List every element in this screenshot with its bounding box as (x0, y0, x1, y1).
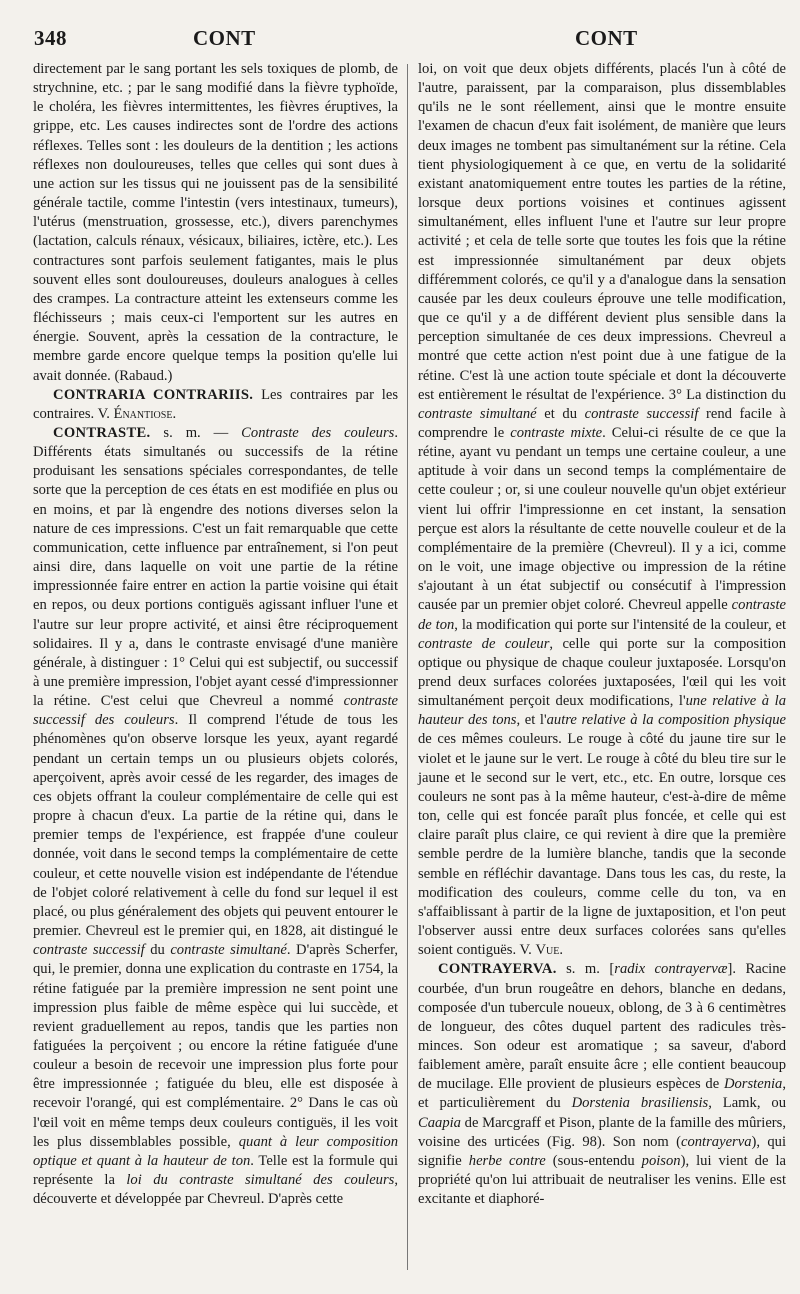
entry-text: et du (536, 405, 585, 422)
entry-text: , et particulièrement du (418, 1076, 786, 1112)
contracture-continuation: directement par le sang portant les sels toxiques de plomb, de strychnine, etc. ; par le sang modifié dans la fièvre typhoïde, le choléra, les fièvres intermittentes, les fièvres éruptives, la grippe, etc. Les causes indirectes sont de l'ordre des actions réflexes. Telles sont : les douleurs de la dentition ; les actions réflexes non douloureuses, telles que celles qui sont dues à une action sur les tissus qui ne jouissent pas de la sensibilité générale tactile, comme l'intestin (vers intestinaux, tumeurs), l'utérus (menstruation, grossesse, etc.), divers parenchymes (lactation, calculs rénaux, vésicaux, biliaires, ictère, etc.). Les contractures sont parfois seulement fatigantes, mais le plus souvent elles sont douloureuses, douleurs analogues à celles des crampes. La contracture atteint les extenseurs comme les fléchisseurs ; mais ceux-ci l'emportent sur les autres en énergie. Souvent, après la cessation de la contracture, le membre garde encore quelque temps la position qu'elle lui avait donnée. (Rabaud.) (33, 61, 398, 384)
italic-term: contrayerva (680, 1133, 752, 1150)
entry-text: . D'après Scherfer, qui, le premier, donna une explication du contraste en 1754, la rétine fatiguée par la première impression ne sent point une impression plus faible de même espèce qui lui succède, et revient graduellement au repos, tandis que les parties non fatiguées la perçoivent ; ou encore la rétine fatiguée d'une couleur a besoin de recevoir une impression plus forte pour être impressionnée ; fatiguée du bleu, elle est disposée à recevoir l'orangé, qui est complémentaire. 2° Dans le cas où l'œil voit en même temps deux couleurs contiguës, il les voit les plus dissemblables possible, (33, 942, 398, 1150)
entry-text: . Il comprend l'étude de tous les phénomènes qu'on observe lorsque les yeux, ayant regardé pendant un certain temps un ou plusieurs objets colorés, aperçoivent, après avoir cessé de les regarder, des images de ces objets offrant la couleur complémentaire de celle qui est propre à chacun d'eux. La partie de la rétine qui, dans le premier temps de l'expérience, est frappée d'une couleur donnée, voit dans le second temps la complémentaire de cette couleur, et cette nouvelle vision est indépendante de l'étendue de l'objet coloré relativement à celle du fond sur lequel il est placé, ou plus généralement des objets qui peuvent entourer le premier. Chevreul est le premier qui, en 1828, ait distingué le (33, 712, 398, 940)
cross-reference: Énantiose (113, 405, 173, 422)
entry-text: . (559, 942, 563, 959)
entry-text: du (144, 942, 171, 959)
definition-title: Contraste des couleurs (241, 424, 395, 441)
right-column (418, 60, 786, 1209)
italic-term: poison (641, 1152, 681, 1169)
italic-term: autre relative à la composition physique (546, 712, 786, 729)
italic-term: loi du contraste simultané des couleurs (126, 1172, 395, 1189)
entry-text: . (172, 405, 177, 422)
entry-contrayerva (418, 960, 786, 1209)
entry-contraria-contrariis (33, 386, 398, 424)
left-column (33, 60, 398, 1209)
entry-text: de ces mêmes couleurs. Le rouge à côté du jaune tire sur le violet et le jaune sur le vert. Le rouge à côté du bleu tire sur le jaune et le second sur le vert, etc., etc. En outre, lorsque ces couleurs ne sont pas à la même hauteur, c'est-à-dire de même ton, celle qui est foncée paraît plus foncée, et celle qui est claire paraît plus claire, ce qui revient à dire que la première semble perdre de la lumière blanche, tandis que la seconde semble en réfléchir davantage. Dans tous les cas, du reste, la modification des couleurs, comme celle du ton, va en s'affaiblissant à partir de la ligne de juxtaposition, et l'on peut l'observer aussi entre deux surfaces colorées sans qu'elles soient contiguës. V. (418, 731, 786, 959)
grammar-label: s. m. — (150, 424, 242, 441)
entry-text: loi, on voit que deux objets différents, placés l'un à côté de l'autre, paraissent, par la comparaison, plus dissemblables qu'ils ne le sont réellement, ainsi que le montre ensuite l'examen de chacun d'eux fait isolément, de manière que leurs deux images ne tombent pas simultanément sur la rétine. Cela tient physiologiquement à ce que, en vertu de la solidarité existant anatomiquement entre toutes les parties de la rétine, lorsque deux portions voisines et continues agissent simultanément, elles influent l'une et l'autre sur leur propre activité ; et cela de telle sorte que toutes les fois que la rétine est impressionnée simultanément par deux objets différemment colorés, ce qu'il y a d'analogue dans la sensation causée par les deux couleurs éprouve une telle modification, que ce qu'il y a de différent devient plus sensible dans la perception simultanée de ces deux impressions. Chevreul a montré que cette action n'est point due à une fatigue de la rétine. C'est là une action toute spéciale et dont la découverte est entièrement le résultat de l'expérience. 3° La distinction du (418, 61, 786, 403)
entry-text: , celle qui porte sur la composition optique ou physique de chaque couleur juxtaposée. Lorsqu'on prend deux surfaces colorées juxtaposées, l'œil qui les voit simultanément perçoit deux modifications, l' (418, 635, 786, 710)
italic-term: herbe contre (468, 1152, 546, 1169)
running-head (0, 26, 800, 56)
italic-term: une relative à la hauteur des tons (418, 693, 786, 729)
entry-text: ), lui vient de la propriété qu'on lui attribuait de neutraliser les venins. Elle est excitante et diaphoré- (418, 1152, 786, 1208)
italic-term: contraste simultané (170, 942, 287, 959)
left-running-heading: CONT (193, 26, 256, 50)
entry-text: (sous-entendu (545, 1152, 642, 1169)
headword: CONTRASTE. (53, 424, 151, 441)
entry-text: ]. Racine courbée, d'un brun rougeâtre en dehors, blanche en dedans, composée d'un tubercule noueux, oblong, de 3 à 6 centimètres de longueur, des côtes duquel partent des radicules très-minces. Son odeur est aromatique ; sa saveur, d'abord faiblement amère, paraît ensuite âcre ; elle contient beaucoup de mucilage. Elle provient de plusieurs espèces de (418, 961, 786, 1093)
entry-text: ), qui signifie (418, 1133, 786, 1169)
entry-text: , la modification qui porte sur l'intensité de la couleur, et (454, 616, 786, 633)
italic-term: contraste de couleur (418, 635, 550, 652)
entry-text: , et l' (516, 712, 547, 729)
entry-text: . Celui-ci résulte de ce que la rétine, ayant vu pendant un temps une certaine couleur, a une aptitude à voir dans un second temps la complémentaire de cette couleur ; or, si une couleur nouvelle qu'un objet extérieur vient lui offrir l'impressionne en cet instant, la sensation perçue est alors la résultante de cette nouvelle couleur et de la complémentaire de la première (Chevreul). Il y a ici, comme on le voit, une image objective ou impression de la rétine s'ajoutant à un état subjectif ou consécutif à l'impression causée par un premier objet coloré. Chevreul appelle (418, 424, 786, 614)
contraste-continuation (418, 60, 786, 960)
latin-name: radix contrayervæ (614, 961, 728, 978)
entry-text: . Telle est la formule qui représente la (33, 1152, 398, 1189)
right-running-heading: CONT (575, 26, 638, 50)
entry-text: . Différents états simultanés ou successifs de la rétine produisant les sensations spéciales correspondantes, de telle sorte que la perception de ces états en est modifiée en plus ou en moins, et par là engendre des notions diverses selon la nature de ces impressions. C'est un fait remarquable que cette communication, cette influence par entraînement, si l'on peut ainsi dire, dans laquelle on voit une partie de la rétine impressionnée faire entrer en action la partie voisine qui était en repos, ou deux portions contiguës agissant influer l'une et l'autre sur leur propre activité, et ainsi être réciproquement solidaires. Il y a, dans le contraste envisagé d'une manière générale, à distinguer : 1° Celui qui est subjectif, ou successif à une première impression, l'objet ayant cessé d'impressionner la rétine. C'est celui que Chevreul a nommé (33, 424, 398, 710)
entry-text: de Marcgraff et Pison, plante de la famille des mûriers, voisine des urticées (Fig. 98). Son nom ( (418, 1114, 786, 1150)
entry-text: Les contraires par les contraires. V. (33, 386, 399, 422)
italic-term: quant à leur composition optique et quant à la hauteur de ton (33, 1133, 398, 1169)
italic-term: Dorstenia (723, 1076, 783, 1093)
italic-term: contraste mixte (510, 424, 603, 441)
entry-text: , Lamk, ou (708, 1095, 786, 1112)
italic-term: Dorstenia brasiliensis (571, 1095, 709, 1112)
entry-contraste (33, 424, 398, 1209)
column-divider (407, 64, 408, 1270)
cross-reference: Vue (535, 942, 560, 959)
italic-term: contraste de ton (418, 597, 786, 633)
entry-text: , découverte et développée par Chevreul. D'après cette (33, 1172, 398, 1208)
page-number: 348 (34, 26, 67, 50)
headword: CONTRARIA CONTRARIIS. (53, 386, 254, 403)
italic-term: Caapia (418, 1114, 461, 1131)
italic-term: contraste successif des couleurs (33, 693, 398, 729)
grammar-label: s. m. [ (556, 961, 615, 978)
entry-text: rend facile à comprendre le (418, 405, 786, 441)
italic-term: contraste simultané (418, 405, 537, 422)
italic-term: contraste successif (584, 405, 699, 422)
italic-term: contraste successif (33, 942, 145, 959)
headword: CONTRAYERVA. (438, 961, 557, 978)
